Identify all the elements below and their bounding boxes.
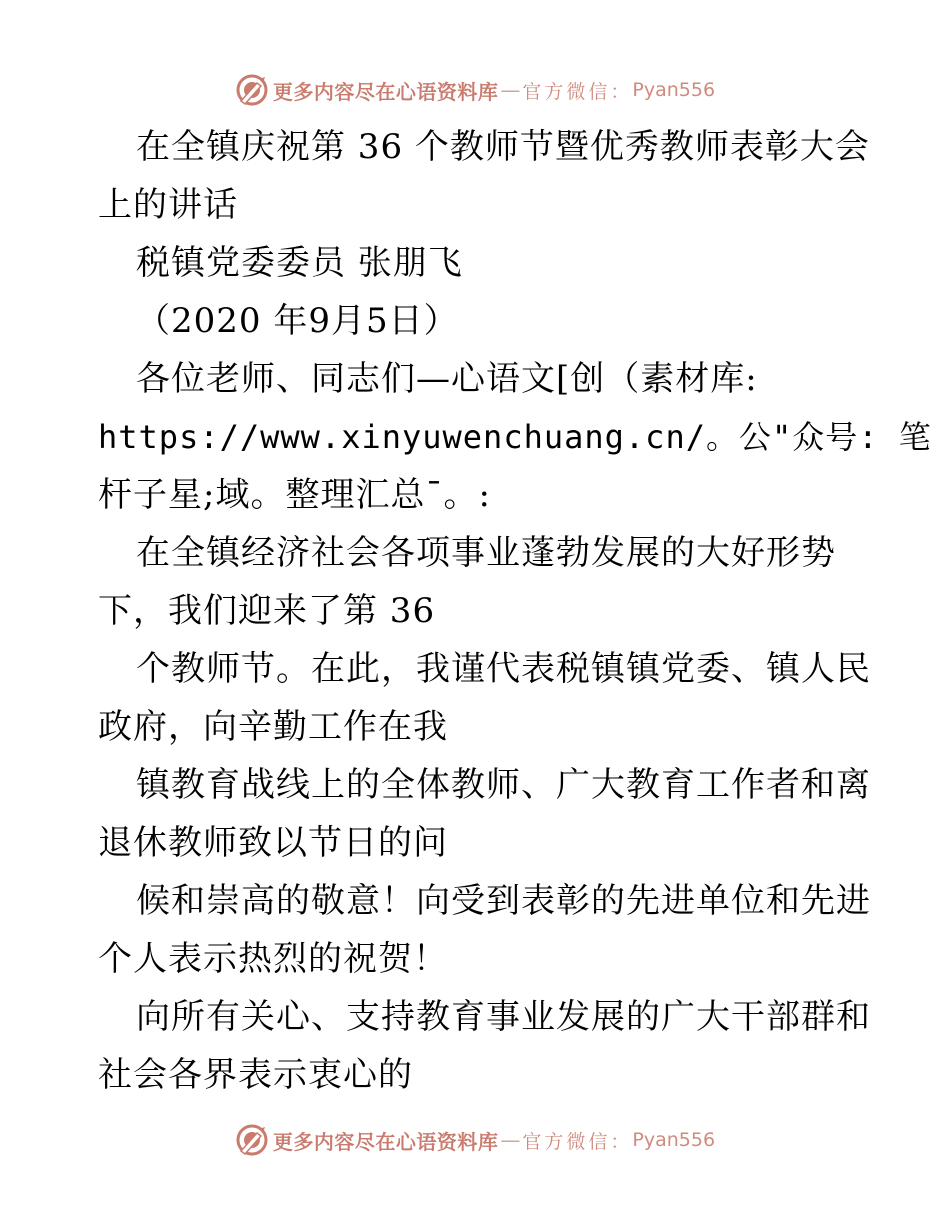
banner-wechat-id: Pyan556 (632, 79, 716, 101)
paragraph-2-line-2: 政府，向辛勤工作在我 (98, 707, 448, 747)
footer-banner (0, 1120, 950, 1160)
paragraph-5-line-1: 向所有关心、支持教育事业发展的广大干部群和 (136, 997, 871, 1037)
salutation-line-3: 杆子星;域。整理汇总¯。: (98, 475, 491, 515)
banner-official-label: 官方微信： (522, 1130, 633, 1153)
document-title-line-2: 上的讲话 (98, 185, 238, 225)
paragraph-3-line-2: 退休教师致以节日的问 (98, 823, 448, 863)
paragraph-4-line-2: 个人表示热烈的祝贺！ (98, 939, 448, 979)
banner-dash: — (500, 1128, 521, 1152)
salutation-line-2: https://www.xinyuwenchuang.cn/。公"众号: 笔 (98, 418, 932, 456)
header-banner (0, 70, 950, 110)
document-body (98, 118, 932, 1104)
speaker-line: 税镇党委委员 张朋飞 (136, 243, 463, 283)
banner-dash: — (500, 78, 521, 102)
date-line: （2020 年9月5日） (136, 301, 459, 341)
paragraph-2-line-1: 个教师节。在此，我谨代表税镇镇党委、镇人民 (136, 649, 871, 689)
paragraph-4-line-1: 候和崇高的敬意！向受到表彰的先进单位和先进 (136, 881, 871, 921)
banner-official-label: 官方微信： (522, 80, 633, 103)
pen-circle-logo-icon (235, 1123, 269, 1157)
pen-circle-logo-icon (235, 73, 269, 107)
document-title-line-1: 在全镇庆祝第 36 个教师节暨优秀教师表彰大会 (136, 127, 870, 167)
paragraph-1-line-2: 下，我们迎来了第 36 (98, 591, 436, 631)
paragraph-5-line-2: 社会各界表示衷心的 (98, 1055, 413, 1095)
banner-brand-text: 更多内容尽在心语资料库 (272, 1129, 499, 1154)
salutation-line-1: 各位老师、同志们—心语文[创（素材库: (136, 359, 758, 399)
paragraph-1-line-1: 在全镇经济社会各项事业蓬勃发展的大好形势 (136, 533, 836, 573)
paragraph-3-line-1: 镇教育战线上的全体教师、广大教育工作者和离 (136, 765, 871, 805)
banner-brand-text: 更多内容尽在心语资料库 (272, 79, 499, 104)
banner-wechat-id: Pyan556 (632, 1129, 716, 1151)
